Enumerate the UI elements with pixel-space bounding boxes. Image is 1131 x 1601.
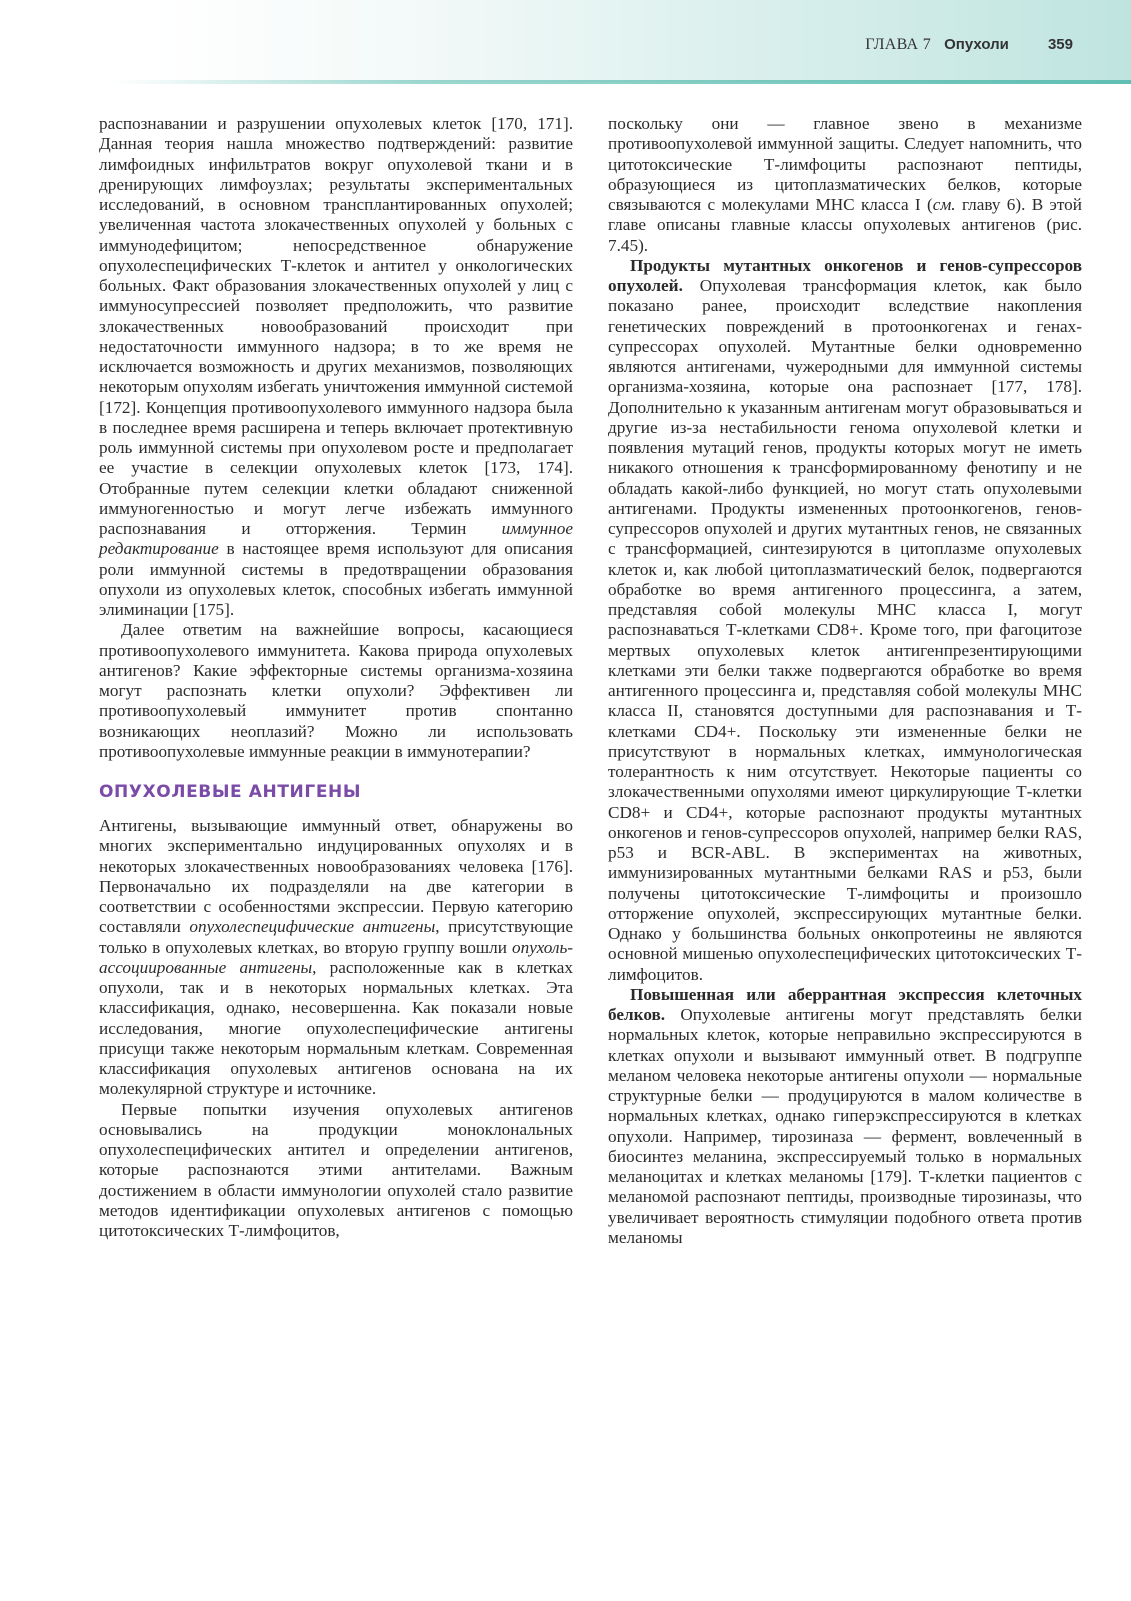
paragraph bbox=[608, 985, 1082, 1248]
term: опухолеспецифические антигены bbox=[189, 917, 436, 937]
paragraph bbox=[608, 114, 1082, 256]
chapter-title: Опухоли bbox=[944, 36, 1009, 53]
text-run: главу 6). В этой главе описаны главные классы опухолевых антигенов (рис. 7.45). bbox=[608, 195, 1082, 255]
header-rule bbox=[110, 80, 1131, 84]
text-run: Опухолевая трансформация клеток, как было показано ранее, происходит вследствие накопления генетических повреждений в протоонкогенах и генах-супрессорах опухолей. Мутантные белки одновременно являются антигенами, чужеродными для иммунной системы организма-хозяина, которые она распознает [177, 178]. Дополнительно к указанным антигенам могут образовываться и другие из-за нестабильности генома опухолевой клетки и появления мутаций генов, продукты которых могут не иметь никакого отношения к трансформированному фенотипу и не обладать какой-либо функцией, но могут стать опухолевыми антигенами. Продукты измененных протоонкогенов, генов-супрессоров опухолей и других мутантных генов, не связанных с трансформацией, синтезируются в цитоплазме опухолевых клеток и, как любой цитоплазматический белок, подвергаются обработке во время антигенного процессинга, а затем, представляя собой молекулы МНС класса I, могут распознаваться Т-клетками CD8+. Кроме того, при фагоцитозе мертвых опухолевых клеток антигенпрезентирующими клетками эти белки также подвергаются обработке во время антигенного процессинга и, представляя собой молекулы МНС класса II, становятся доступными для распознавания и Т-клетками CD4+. Поскольку эти измененные белки не присутствуют в нормальных клетках, иммунологическая толерантность к ним отсутствует. Некоторые пациенты со злокачественными опухолями имеют циркулирующие Т-клетки CD8+ и CD4+, которые распознают продукты мутантных онкогенов и генов-супрессоров опухолей, например белки RAS, p53 и BCR-ABL. В экспериментах на животных, иммунизированных мутантными белками RAS и p53, были получены цитотоксические Т-лимфоциты и произошло отторжение опухолей, экспрессирующих мутантные белки. Однако у большинства больных онкопротеины не являются основной мишенью опухолеспецифических цитотоксических Т-лимфоцитов. bbox=[608, 276, 1082, 984]
left-column bbox=[99, 114, 573, 1241]
text-run: поскольку они — главное звено в механизме противоопухолевой иммунной защиты. Следует напомнить, что цитотоксические Т-лимфоциты распознают пептиды, образующиеся из цитоплазматических белков, которые связываются с молекулами МНС класса I ( bbox=[608, 114, 1082, 214]
right-column bbox=[608, 114, 1082, 1248]
term: иммунное редактирование bbox=[99, 519, 573, 559]
text-run: , расположенные как в клетках опухоли, так и в некоторых нормальных клетках. Эта классификация, однако, несовершенна. Как показали новые исследования, многие опухолеспецифические антигены присущи также некоторым нормальным клеткам. Современная классификация опухолевых антигенов основана на их молекулярной структуре и источнике. bbox=[99, 957, 573, 1099]
paragraph bbox=[99, 114, 573, 620]
paragraph: Первые попытки изучения опухолевых антигенов основывались на продукции моноклональных опухолеспецифических антител и определении антигенов, которые распознаются этими антителами. Важным достижением в области иммунологии опухолей стало развитие методов идентификации опухолевых антигенов с помощью цитотоксических Т-лимфоцитов, bbox=[99, 1099, 573, 1240]
run-in-heading: Повышенная или аберрантная экспрессия клеточных белков. bbox=[608, 984, 1082, 1024]
text-run: в настоящее время используют для описания роли иммунной системы в предотвращении образования опухоли из опухолевых клеток, способных избегать иммунной элиминации [175]. bbox=[99, 539, 573, 619]
paragraph: Далее ответим на важнейшие вопросы, касающиеся противоопухолевого иммунитета. Какова природа опухолевых антигенов? Какие эффекторные системы организма-хозяина могут распознать клетки опухоли? Эффективен ли противоопухолевый иммунитет против спонтанно возникающих неоплазий? Можно ли использовать противоопухолевые иммунные реакции в иммунотерапии? bbox=[99, 620, 573, 761]
text-run: , присутствующие только в опухолевых клетках, во вторую группу вошли bbox=[99, 917, 574, 957]
text-run: распознавании и разрушении опухолевых клеток [170, 171]. Данная теория нашла множество подтверждений: развитие лимфоидных инфильтратов вокруг опухолевой ткани и в дренирующих лимфоузлах; результаты экспериментальных исследований, в основном трансплантированных опухолей; увеличенная частота злокачественных опухолей у больных с иммунодефицитом; непосредственное обнаружение опухолеспецифических Т-клеток и антител у онкологических больных. Факт образования злокачественных опухолей у лиц с иммуносупрессией позволяет предположить, что развитие злокачественных новообразований происходит при недостаточности иммунного надзора; в то же время не исключается возможность и других механизмов, позволяющих некоторым опухолям избегать уничтожения иммунной системой [172]. Концепция противоопухолевого иммунного надзора была в последнее время расширена и теперь включает протективную роль иммунной системы при опухолевом росте и предполагает ее участие в селекции опухолевых клеток [173, 174]. Отобранные путем селекции клетки обладают сниженной иммуногенностью и могут легче избежать иммунного распознавания и отторжения. Термин bbox=[99, 114, 573, 538]
term: опухоль-ассоциированные антигены bbox=[99, 937, 573, 977]
text-run: Антигены, вызывающие иммунный ответ, обнаружены во многих экспериментально индуцированных опухолях и в некоторых злокачественных новообразованиях человека [176]. Первоначально их подразделяли на две категории в соответствии с особенностями экспрессии. Первую категорию составляли bbox=[99, 816, 573, 937]
section-heading: ОПУХОЛЕВЫЕ АНТИГЕНЫ bbox=[99, 782, 362, 802]
paragraph bbox=[608, 256, 1082, 985]
page-number: 359 bbox=[1047, 36, 1073, 53]
run-in-heading: Продукты мутантных онкогенов и генов-супрессоров опухолей. bbox=[608, 255, 1082, 295]
paragraph bbox=[99, 816, 573, 1100]
cross-reference: см. bbox=[932, 195, 956, 214]
text-run: Опухолевые антигены могут представлять белки нормальных клеток, которые неправильно экспрессируются в клетках опухоли и вызывают иммунный ответ. В подгруппе меланом человека некоторые антигены опухоли — нормальные структурные белки — продуцируются в малом количестве в нормальных клетках, однако гиперэкспрессируются в клетках опухоли. Например, тирозиназа — фермент, вовлеченный в биосинтез меланина, экспрессируемый только в нормальных меланоцитах и клетках меланомы [179]. Т-клетки пациентов с меланомой распознают пептиды, производные тирозиназы, что увеличивает вероятность стимуляции подобного ответа против меланомы bbox=[608, 1005, 1082, 1247]
running-head bbox=[865, 34, 1073, 54]
chapter-label: ГЛАВА 7 bbox=[865, 36, 932, 53]
